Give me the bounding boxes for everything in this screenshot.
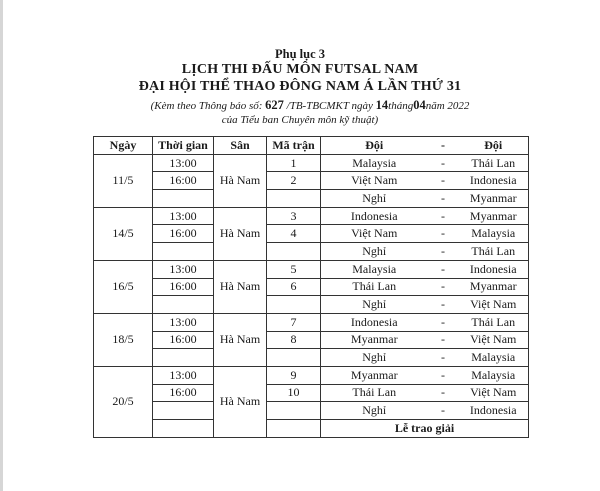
team2-cell: Malaysia <box>459 349 529 367</box>
venue-cell: Hà Nam <box>214 366 267 437</box>
team1-cell: Nghỉ <box>321 349 428 367</box>
header-dash: - <box>428 137 459 155</box>
note-month: 04 <box>413 98 426 112</box>
table-row <box>94 260 529 278</box>
match-cell: 4 <box>267 225 321 243</box>
dash-cell: - <box>428 260 459 278</box>
match-cell: 3 <box>267 207 321 225</box>
header-match: Mã trận <box>267 137 321 155</box>
time-cell: 16:00 <box>153 172 214 190</box>
table-row <box>94 313 529 331</box>
time-cell: 16:00 <box>153 384 214 402</box>
time-cell: 16:00 <box>153 278 214 296</box>
time-cell: 16:00 <box>153 331 214 349</box>
time-cell: 13:00 <box>153 207 214 225</box>
closing-row <box>94 420 529 438</box>
dash-cell: - <box>428 349 459 367</box>
note-day: 14 <box>375 98 389 112</box>
team1-cell: Myanmar <box>321 331 428 349</box>
day-cell: 14/5 <box>94 207 153 260</box>
table-row <box>94 349 529 367</box>
match-cell <box>267 296 321 314</box>
team2-cell: Thái Lan <box>459 313 529 331</box>
day-cell: 20/5 <box>94 366 153 437</box>
table-row <box>94 384 529 402</box>
team2-cell: Myanmar <box>459 207 529 225</box>
table-row <box>94 402 529 420</box>
match-cell: 6 <box>267 278 321 296</box>
team2-cell: Việt Nam <box>459 384 529 402</box>
note-number: 627 <box>265 98 284 112</box>
day-cell: 18/5 <box>94 313 153 366</box>
match-cell <box>267 190 321 208</box>
team1-cell: Nghỉ <box>321 190 428 208</box>
team1-cell: Nghỉ <box>321 402 428 420</box>
header-day: Ngày <box>94 137 153 155</box>
match-cell: 5 <box>267 260 321 278</box>
time-cell: 16:00 <box>153 225 214 243</box>
team2-cell: Indonesia <box>459 402 529 420</box>
header-team1: Đội <box>321 137 428 155</box>
team2-cell: Indonesia <box>459 172 529 190</box>
table-row <box>94 190 529 208</box>
closing-ceremony: Lễ trao giải <box>321 420 529 438</box>
venue-cell: Hà Nam <box>214 154 267 207</box>
dash-cell: - <box>428 331 459 349</box>
team1-cell: Indonesia <box>321 207 428 225</box>
dash-cell: - <box>428 225 459 243</box>
dash-cell: - <box>428 384 459 402</box>
team2-cell: Việt Nam <box>459 296 529 314</box>
title-line-2: ĐẠI HỘI THỂ THAO ĐÔNG NAM Á LẦN THỨ 31 <box>138 79 462 94</box>
dash-cell: - <box>428 313 459 331</box>
match-cell <box>267 349 321 367</box>
note-mid2: tháng <box>388 100 414 112</box>
team1-cell: Nghỉ <box>321 243 428 261</box>
table-row <box>94 225 529 243</box>
team1-cell: Malaysia <box>321 154 428 172</box>
venue-cell: Hà Nam <box>214 313 267 366</box>
appendix-label: Phụ lục 3 <box>274 47 325 61</box>
time-cell <box>153 420 214 438</box>
header-team2: Đội <box>459 137 529 155</box>
title-line-1: LỊCH THI ĐẤU MÔN FUTSAL NAM <box>181 62 419 77</box>
team2-cell: Indonesia <box>459 260 529 278</box>
schedule-table <box>93 136 529 438</box>
dash-cell: - <box>428 243 459 261</box>
dash-cell: - <box>428 207 459 225</box>
time-cell: 13:00 <box>153 366 214 384</box>
match-cell: 10 <box>267 384 321 402</box>
team2-cell: Việt Nam <box>459 331 529 349</box>
team2-cell: Malaysia <box>459 366 529 384</box>
time-cell: 13:00 <box>153 260 214 278</box>
match-cell: 9 <box>267 366 321 384</box>
reference-note-line-2: của Tiểu ban Chuyên môn kỹ thuật) <box>221 114 379 126</box>
note-mid: /TB-TBCMKT ngày <box>283 100 376 112</box>
dash-cell: - <box>428 154 459 172</box>
time-cell <box>153 402 214 420</box>
dash-cell: - <box>428 172 459 190</box>
day-cell: 16/5 <box>94 260 153 313</box>
venue-cell: Hà Nam <box>214 207 267 260</box>
team2-cell: Myanmar <box>459 278 529 296</box>
dash-cell: - <box>428 296 459 314</box>
team2-cell: Thái Lan <box>459 154 529 172</box>
team1-cell: Việt Nam <box>321 225 428 243</box>
match-cell <box>267 420 321 438</box>
time-cell <box>153 190 214 208</box>
match-cell <box>267 243 321 261</box>
table-row <box>94 207 529 225</box>
table-row <box>94 154 529 172</box>
time-cell: 13:00 <box>153 154 214 172</box>
table-row <box>94 296 529 314</box>
team1-cell: Nghỉ <box>321 296 428 314</box>
note-suffix: năm 2022 <box>425 100 470 112</box>
match-cell: 7 <box>267 313 321 331</box>
dash-cell: - <box>428 366 459 384</box>
time-cell <box>153 349 214 367</box>
team2-cell: Malaysia <box>459 225 529 243</box>
match-cell <box>267 402 321 420</box>
table-row <box>94 172 529 190</box>
time-cell <box>153 243 214 261</box>
team1-cell: Indonesia <box>321 313 428 331</box>
team1-cell: Thái Lan <box>321 384 428 402</box>
header-venue: Sân <box>214 137 267 155</box>
team1-cell: Việt Nam <box>321 172 428 190</box>
venue-cell: Hà Nam <box>214 260 267 313</box>
time-cell: 13:00 <box>153 313 214 331</box>
dash-cell: - <box>428 402 459 420</box>
table-row <box>94 366 529 384</box>
team1-cell: Thái Lan <box>321 278 428 296</box>
dash-cell: - <box>428 278 459 296</box>
team1-cell: Myanmar <box>321 366 428 384</box>
match-cell: 2 <box>267 172 321 190</box>
time-cell <box>153 296 214 314</box>
dash-cell: - <box>428 190 459 208</box>
reference-note <box>10 98 600 113</box>
match-cell: 1 <box>267 154 321 172</box>
match-cell: 8 <box>267 331 321 349</box>
header-time: Thời gian <box>153 137 214 155</box>
team1-cell: Malaysia <box>321 260 428 278</box>
table-row <box>94 331 529 349</box>
note-prefix: (Kèm theo Thông báo số: <box>150 100 266 112</box>
table-row <box>94 278 529 296</box>
header-row <box>94 137 529 155</box>
team2-cell: Thái Lan <box>459 243 529 261</box>
team2-cell: Myanmar <box>459 190 529 208</box>
table-row <box>94 243 529 261</box>
day-cell: 11/5 <box>94 154 153 207</box>
